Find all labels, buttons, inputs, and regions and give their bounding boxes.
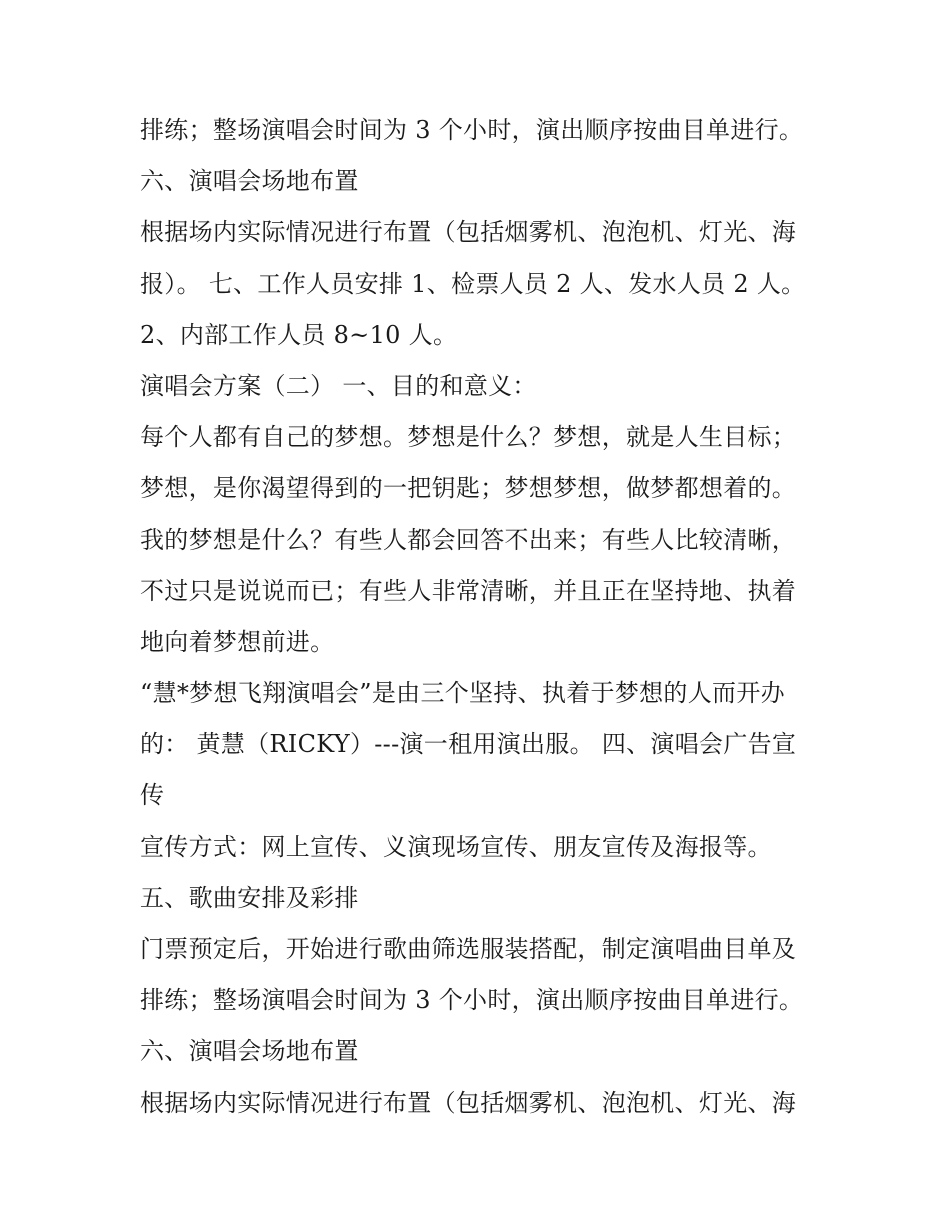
text-line: 根据场内实际情况进行布置（包括烟雾机、泡泡机、灯光、海 bbox=[140, 218, 797, 247]
text-line: 不过只是说说而已；有些人非常清晰，并且正在坚持地、执着 bbox=[140, 576, 797, 605]
text-line: “慧*梦想飞翔演唱会”是由三个坚持、执着于梦想的人而开办 bbox=[140, 679, 785, 708]
text-line: 2、内部工作人员 8~10 人。 bbox=[140, 320, 458, 349]
text-line: 排练；整场演唱会时间为 3 个小时，演出顺序按曲目单进行。 bbox=[140, 116, 804, 144]
text-line: 排练；整场演唱会时间为 3 个小时，演出顺序按曲目单进行。 bbox=[140, 986, 804, 1015]
text-line: 我的梦想是什么？有些人都会回答不出来；有些人比较清晰， bbox=[140, 525, 797, 554]
text-line: 的： 黄慧（RICKY）---演一租用演出服。 四、演唱会广告宣 bbox=[140, 730, 797, 759]
text-line: 宣传方式：网上宣传、义演现场宣传、朋友宣传及海报等。 bbox=[140, 832, 772, 861]
section-heading: 五、歌曲安排及彩排 bbox=[140, 883, 359, 912]
section-heading: 演唱会方案（二） 一、目的和意义： bbox=[140, 371, 537, 400]
section-heading: 六、演唱会场地布置 bbox=[140, 167, 359, 196]
text-line: 根据场内实际情况进行布置（包括烟雾机、泡泡机、灯光、海 bbox=[140, 1088, 797, 1117]
text-line: 地向着梦想前进。 bbox=[140, 627, 335, 656]
text-line: 报）。 七、工作人员安排 1、检票人员 2 人、发水人员 2 人。 bbox=[140, 269, 806, 298]
text-line: 梦想，是你渴望得到的一把钥匙；梦想梦想，做梦都想着的。 bbox=[140, 474, 797, 503]
text-line: 门票预定后，开始进行歌曲筛选服装搭配，制定演唱曲目单及 bbox=[140, 935, 797, 963]
text-line: 传 bbox=[140, 781, 165, 810]
text-line: 每个人都有自己的梦想。梦想是什么？梦想，就是人生目标； bbox=[140, 423, 797, 452]
section-heading: 六、演唱会场地布置 bbox=[140, 1037, 359, 1066]
document-body bbox=[140, 105, 820, 1129]
